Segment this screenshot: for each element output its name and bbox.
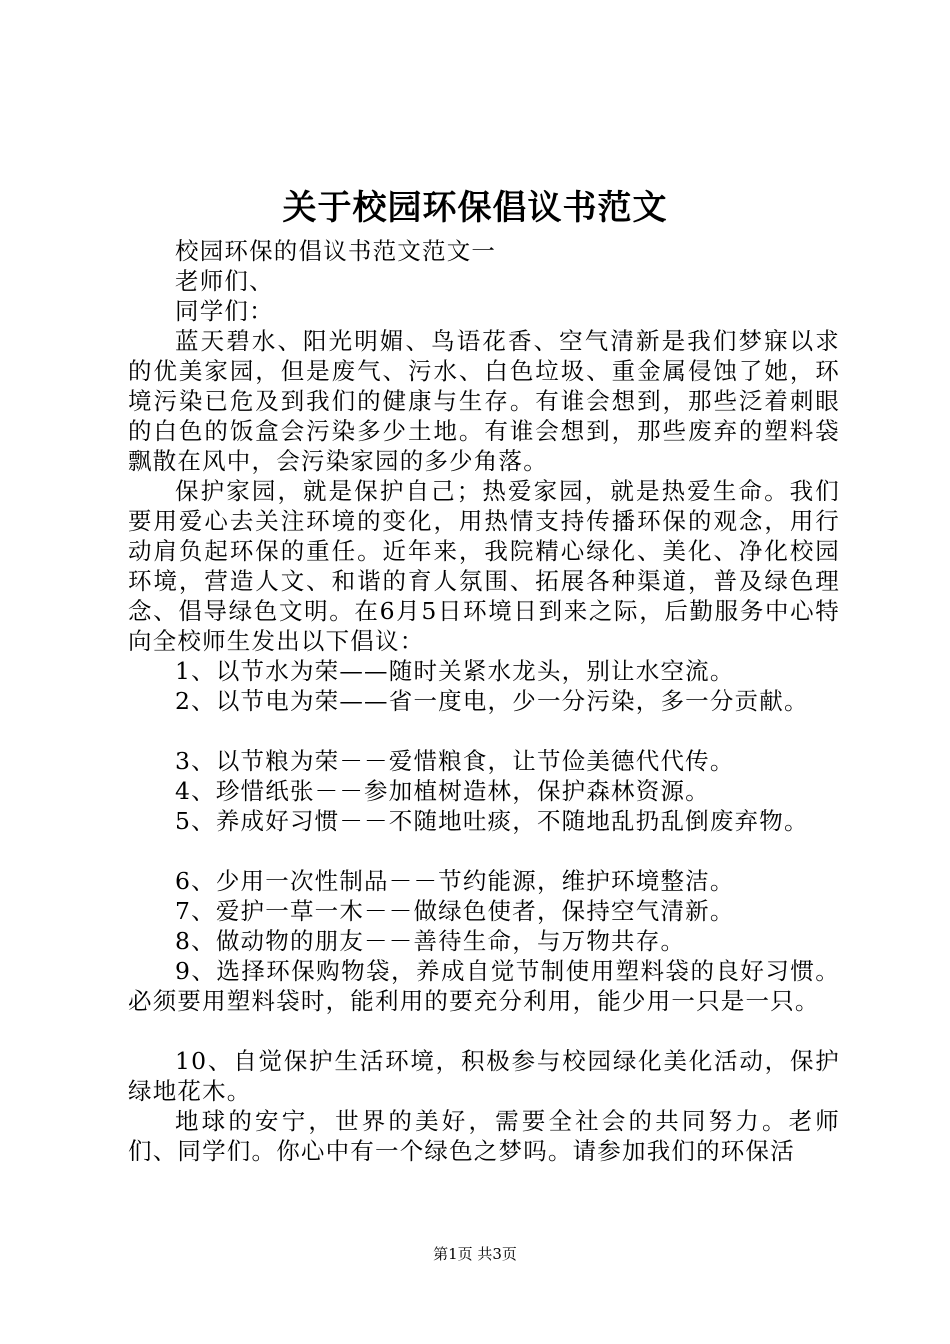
list-item-8: 8、做动物的朋友－－善待生命，与万物共存。 <box>175 927 686 955</box>
list-item-4: 4、珍惜纸张－－参加植树造林，保护森林资源。 <box>175 777 710 805</box>
list-item-10: 10、自觉保护生活环境，积极参与校园绿化美化活动，保护绿地花木。 <box>128 1047 840 1105</box>
paragraph-subtitle: 校园环保的倡议书范文范文一 <box>175 237 497 265</box>
list-item-5: 5、养成好习惯－－不随地吐痰，不随地乱扔乱倒废弃物。 <box>175 807 809 835</box>
paragraph-salutation-students: 同学们： <box>175 297 274 325</box>
paragraph-closing: 地球的安宁，世界的美好，需要全社会的共同努力。老师们、同学们。你心中有一个绿色之梦吗。请参加我们的环保活 <box>128 1107 840 1165</box>
list-item-7: 7、爱护一草一木－－做绿色使者，保持空气清新。 <box>175 897 735 925</box>
page-footer: 第1页 共3页 <box>433 1245 517 1263</box>
paragraph-proposal: 保护家园，就是保护自己；热爱家园，就是热爱生命。我们要用爱心去关注环境的变化，用热情支持传播环保的观念，用行动肩负起环保的重任。近年来，我院精心绿化、美化、净化校园环境，营造人文、和谐的育人氛围、拓展各种渠道，普及绿色理念、倡导绿色文明。在6月5日环境日到来之际，后勤服务中心特向全校师生发出以下倡议： <box>128 477 840 655</box>
paragraph-intro: 蓝天碧水、阳光明媚、鸟语花香、空气清新是我们梦寐以求的优美家园，但是废气、污水、白色垃圾、重金属侵蚀了她，环境污染已危及到我们的健康与生存。有谁会想到，那些泛着刺眼的白色的饭盒会污染多少土地。有谁会想到，那些废弃的塑料袋飘散在风中，会污染家园的多少角落。 <box>128 327 840 475</box>
list-item-3: 3、以节粮为荣－－爱惜粮食，让节俭美德代代传。 <box>175 747 735 775</box>
list-item-6: 6、少用一次性制品－－节约能源，维护环境整洁。 <box>175 867 735 895</box>
document-body <box>128 236 840 1166</box>
list-item-2: 2、以节电为荣——省一度电，少一分污染，多一分贡献。 <box>175 687 809 715</box>
list-item-9: 9、选择环保购物袋，养成自觉节制使用塑料袋的良好习惯。必须要用塑料袋时，能利用的要充分利用，能少用一只是一只。 <box>128 957 840 1015</box>
document-title: 关于校园环保倡议书范文 <box>282 188 668 228</box>
list-item-1: 1、以节水为荣——随时关紧水龙头，别让水空流。 <box>175 657 735 685</box>
paragraph-salutation-teachers: 老师们、 <box>175 267 274 295</box>
